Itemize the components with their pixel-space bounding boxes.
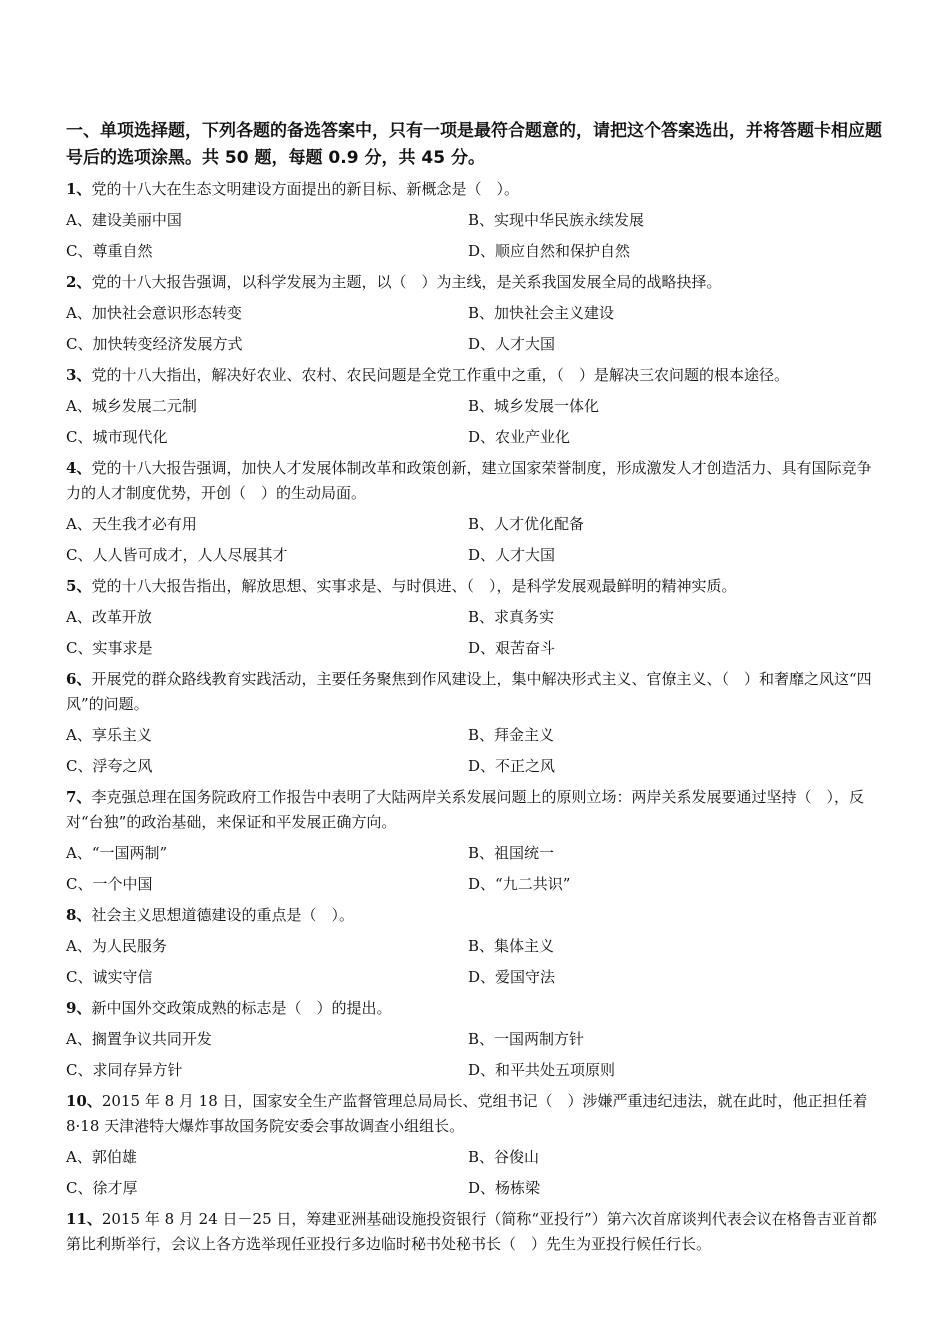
option-d: D、顺应自然和保护自然 <box>468 242 631 260</box>
question-stem <box>66 667 884 717</box>
option-b: B、集体主义 <box>468 937 555 955</box>
option-b: B、一国两制方针 <box>468 1030 585 1048</box>
option-row <box>66 208 884 233</box>
option-b: B、人才优化配备 <box>468 515 585 533</box>
option-b: B、实现中华民族永续发展 <box>468 211 645 229</box>
question-stem <box>66 1089 884 1139</box>
option-row <box>66 332 884 357</box>
question-9 <box>66 996 884 1083</box>
option-c: C、加快转变经济发展方式 <box>66 335 243 353</box>
question-number: 4、 <box>66 459 92 477</box>
question-text: 党的十八大在生态文明建设方面提出的新目标、新概念是（ ）。 <box>91 180 519 198</box>
question-text: 党的十八大指出，解决好农业、农村、农民问题是全党工作重中之重，（ ）是解决三农问题的根本途径。 <box>91 366 789 384</box>
question-1 <box>66 177 884 264</box>
option-c: C、实事求是 <box>66 639 153 657</box>
question-stem <box>66 785 884 835</box>
exam-page <box>66 118 884 1263</box>
question-text: 党的十八大报告指出，解放思想、实事求是、与时俱进、（ ），是科学发展观最鲜明的精神实质。 <box>91 577 737 595</box>
question-number: 7、 <box>66 788 92 806</box>
option-row <box>66 1058 884 1083</box>
question-stem <box>66 456 884 506</box>
question-text: 李克强总理在国务院政府工作报告中表明了大陆两岸关系发展问题上的原则立场：两岸关系发展要通过坚持（ ），反对“台独”的政治基础，来保证和平发展正确方向。 <box>66 788 864 831</box>
option-b: B、求真务实 <box>468 608 555 626</box>
option-d: D、不正之风 <box>468 757 556 775</box>
question-number: 9、 <box>66 999 92 1017</box>
option-a: A、为人民服务 <box>66 937 167 955</box>
option-c: C、人人皆可成才，人人尽展其才 <box>66 546 288 564</box>
option-c: C、诚实守信 <box>66 968 153 986</box>
question-number: 2、 <box>66 273 92 291</box>
question-stem <box>66 270 884 295</box>
option-row <box>66 723 884 748</box>
option-d: D、人才大国 <box>468 335 556 353</box>
question-number: 5、 <box>66 577 92 595</box>
question-number: 11、 <box>66 1210 102 1228</box>
option-a: A、城乡发展二元制 <box>66 397 197 415</box>
option-a: A、享乐主义 <box>66 726 152 744</box>
question-5 <box>66 574 884 661</box>
option-row <box>66 512 884 537</box>
option-a: A、郭伯雄 <box>66 1148 137 1166</box>
option-a: A、“一国两制” <box>66 844 168 862</box>
option-a: A、建设美丽中国 <box>66 211 182 229</box>
question-text: 党的十八大报告强调，加快人才发展体制改革和政策创新，建立国家荣誉制度，形成激发人才创造活力、具有国际竞争力的人才制度优势，开创（ ）的生动局面。 <box>66 459 872 502</box>
question-6 <box>66 667 884 779</box>
option-row <box>66 841 884 866</box>
option-c: C、尊重自然 <box>66 242 153 260</box>
option-row <box>66 1176 884 1201</box>
question-text: 新中国外交政策成熟的标志是（ ）的提出。 <box>91 999 392 1017</box>
question-stem <box>66 996 884 1021</box>
option-c: C、一个中国 <box>66 875 153 893</box>
option-a: A、搁置争议共同开发 <box>66 1030 212 1048</box>
question-text: 2015 年 8 月 24 日－25 日，筹建亚洲基础设施投资银行（简称“亚投行”）第六次首席谈判代表会议在格鲁吉亚首都第比利斯举行，会议上各方选举现任亚投行多边临时秘书处秘书长（ ）先生为亚投行候任行长。 <box>66 1210 877 1253</box>
option-row <box>66 934 884 959</box>
option-c: C、求同存异方针 <box>66 1061 183 1079</box>
option-d: D、爱国守法 <box>468 968 556 986</box>
question-8 <box>66 903 884 990</box>
option-d: D、艰苦奋斗 <box>468 639 556 657</box>
question-stem <box>66 574 884 599</box>
option-b: B、谷俊山 <box>468 1148 540 1166</box>
option-row <box>66 425 884 450</box>
option-b: B、加快社会主义建设 <box>468 304 615 322</box>
option-d: D、人才大国 <box>468 546 556 564</box>
question-number: 1、 <box>66 180 92 198</box>
option-row <box>66 1145 884 1170</box>
option-b: B、祖国统一 <box>468 844 555 862</box>
question-text: 党的十八大报告强调，以科学发展为主题，以（ ）为主线，是关系我国发展全局的战略抉择。 <box>91 273 722 291</box>
question-number: 3、 <box>66 366 92 384</box>
question-10 <box>66 1089 884 1201</box>
question-number: 6、 <box>66 670 92 688</box>
question-list <box>66 177 884 1257</box>
question-text: 2015 年 8 月 18 日，国家安全生产监督管理总局局长、党组书记（ ）涉嫌严重违纪违法，就在此时，他正担任着 8·18 天津港特大爆炸事故国务院安委会事故调查小组组长。 <box>66 1092 868 1135</box>
question-stem <box>66 903 884 928</box>
option-a: A、加快社会意识形态转变 <box>66 304 242 322</box>
question-text: 社会主义思想道德建设的重点是（ ）。 <box>91 906 354 924</box>
option-row <box>66 636 884 661</box>
option-d: D、杨栋梁 <box>468 1179 541 1197</box>
option-c: C、徐才厚 <box>66 1179 138 1197</box>
option-row <box>66 1027 884 1052</box>
option-b: B、拜金主义 <box>468 726 555 744</box>
question-stem <box>66 363 884 388</box>
option-d: D、“九二共识” <box>468 875 571 893</box>
option-d: D、农业产业化 <box>468 428 571 446</box>
option-row <box>66 754 884 779</box>
option-row <box>66 965 884 990</box>
section-title: 一、单项选择题，下列各题的备选答案中，只有一项是最符合题意的，请把这个答案选出，并将答题卡相应题号后的选项涂黑。共 50 题，每题 0.9 分，共 45 分。 <box>66 121 882 168</box>
option-a: A、天生我才必有用 <box>66 515 197 533</box>
option-row <box>66 605 884 630</box>
question-text: 开展党的群众路线教育实践活动，主要任务聚焦到作风建设上，集中解决形式主义、官僚主义、（ ）和奢靡之风这“四风”的问题。 <box>66 670 872 713</box>
option-c: C、城市现代化 <box>66 428 168 446</box>
question-4 <box>66 456 884 568</box>
question-number: 8、 <box>66 906 92 924</box>
question-stem <box>66 1207 884 1257</box>
question-stem <box>66 177 884 202</box>
option-row <box>66 394 884 419</box>
option-row <box>66 872 884 897</box>
option-row <box>66 301 884 326</box>
question-3 <box>66 363 884 450</box>
question-number: 10、 <box>66 1092 102 1110</box>
option-d: D、和平共处五项原则 <box>468 1061 616 1079</box>
option-a: A、改革开放 <box>66 608 152 626</box>
question-7 <box>66 785 884 897</box>
option-b: B、城乡发展一体化 <box>468 397 600 415</box>
question-2 <box>66 270 884 357</box>
option-c: C、浮夸之风 <box>66 757 153 775</box>
option-row <box>66 239 884 264</box>
option-row <box>66 543 884 568</box>
question-11 <box>66 1207 884 1257</box>
